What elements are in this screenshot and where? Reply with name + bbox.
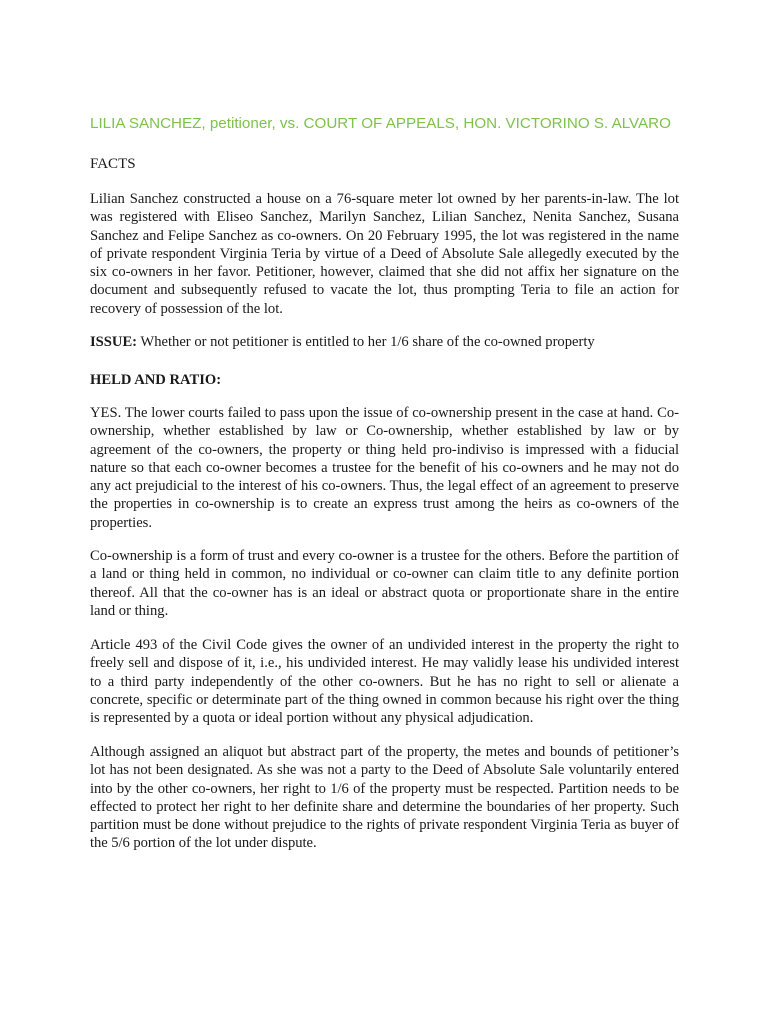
case-title: LILIA SANCHEZ, petitioner, vs. COURT OF APPEALS, HON. VICTORINO S. ALVARO — [90, 115, 671, 132]
issue-line — [90, 333, 595, 351]
ratio-paragraph-1: YES. The lower courts failed to pass upon the issue of co-ownership present in the case at hand. Co-ownership, whether established by law or Co-ownership, whether established by law or by agreement of the co-owners, the property or thing held pro-indiviso is impressed with a fiducial nature so that each co-owner becomes a trustee for the benefit of his co-owners and he may not do any act prejudicial to the interest of his co-owners. Thus, the legal effect of an agreement to preserve the properties in co-ownership is to create an express trust among the heirs as co-owners of the properties. — [90, 405, 679, 531]
ratio-paragraph-4: Although assigned an aliquot but abstract part of the property, the metes and bounds of petitioner’s lot has not been designated. As she was not a party to the Deed of Absolute Sale voluntarily entered into by the other co-owners, her right to 1/6 of the property must be respected. Partition needs to be effected to protect her right to her definite share and determine the boundaries of her property. Such partition must be done without prejudice to the rights of private respondent Virginia Teria as buyer of the 5/6 portion of the lot under dispute. — [90, 744, 679, 852]
facts-paragraph: Lilian Sanchez constructed a house on a 76-square meter lot owned by her parents-in-law. The lot was registered with Eliseo Sanchez, Marilyn Sanchez, Lilian Sanchez, Nenita Sanchez, Susana Sanchez and Felipe Sanchez as co-owners. On 20 February 1995, the lot was registered in the name of private respondent Virginia Teria by virtue of a Deed of Absolute Sale allegedly executed by the six co-owners in her favor. Petitioner, however, claimed that she did not affix her signature on the document and subsequently refused to vacate the lot, thus prompting Teria to file an action for recovery of possession of the lot. — [90, 191, 679, 317]
ratio-paragraph-2: Co-ownership is a form of trust and every co-owner is a trustee for the others. Before the partition of a land or thing held in common, no individual or co-owner can claim title to any definite portion thereof. All that the co-owner has is an ideal or abstract quota or proportionate share in the entire land or thing. — [90, 548, 679, 619]
issue-text: Whether or not petitioner is entitled to her 1/6 share of the co-owned property — [137, 334, 595, 350]
facts-heading: FACTS — [90, 156, 136, 172]
ratio-paragraph-3: Article 493 of the Civil Code gives the owner of an undivided interest in the property the right to freely sell and dispose of it, i.e., his undivided interest. He may validly lease his undivided interest to a third party independently of the other co-owners. But he has no right to sell or alienate a concrete, specific or determinate part of the thing owned in common because his right over the thing is represented by a quota or ideal portion without any physical adjudication. — [90, 637, 679, 727]
issue-label: ISSUE: — [90, 334, 138, 350]
held-heading: HELD AND RATIO: — [90, 372, 222, 388]
